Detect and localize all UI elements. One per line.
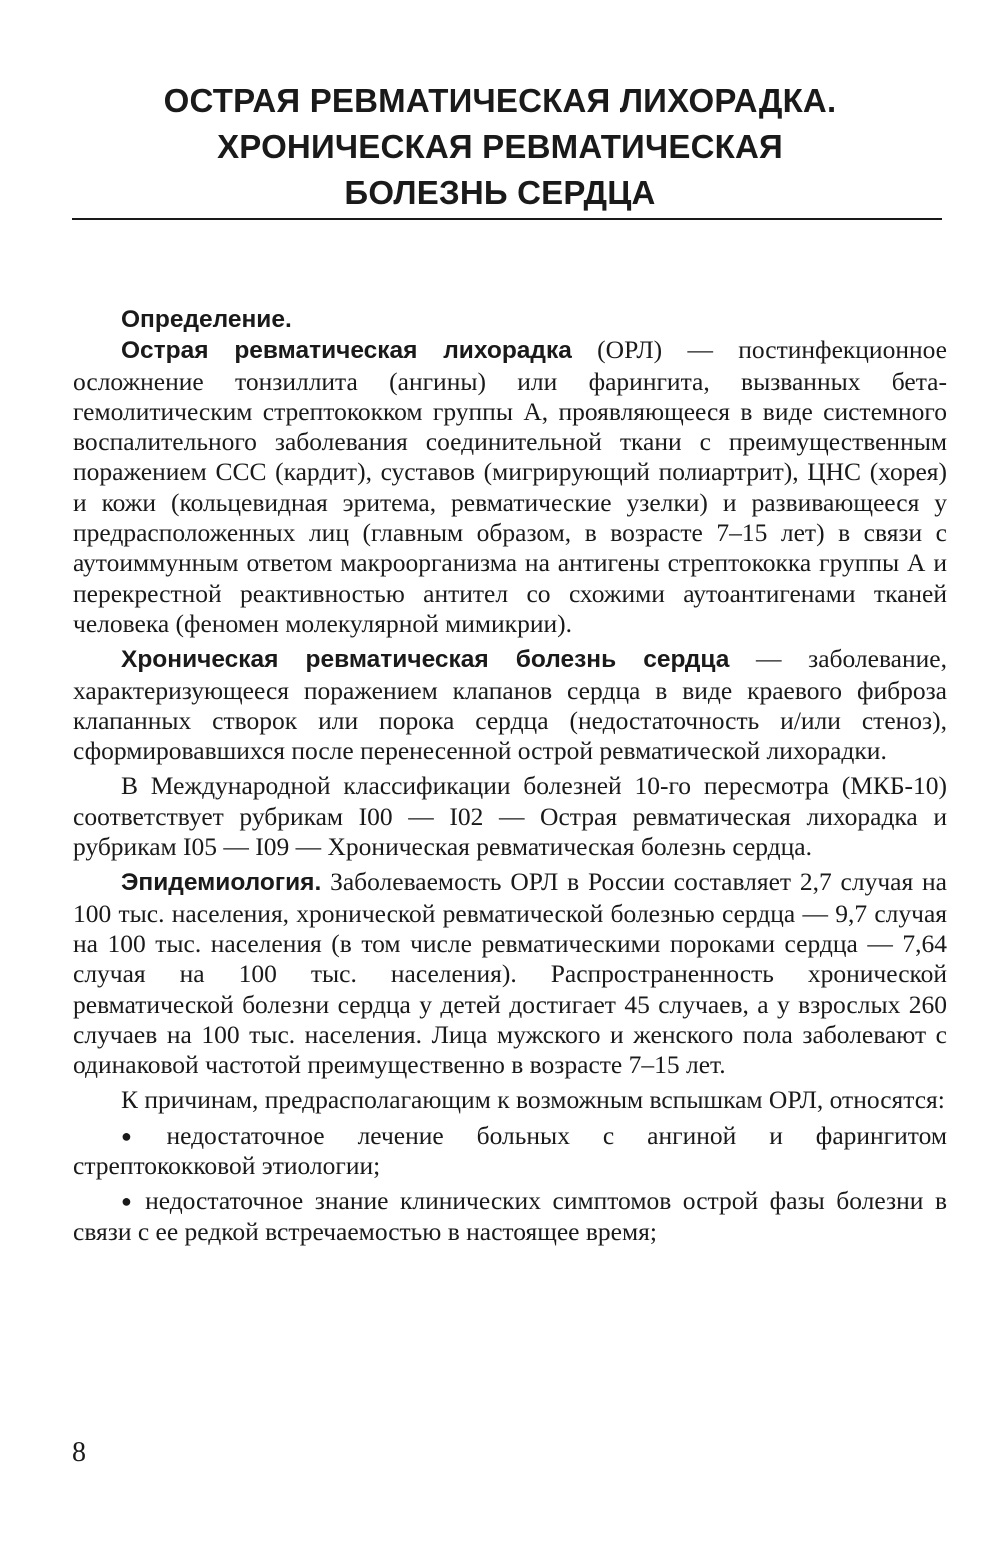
paragraph-orl	[73, 335, 947, 639]
paragraph-icd-text: В Международной классификации болезней 10-го пересмотра (МКБ-10) соответствует рубрикам I00 — I02 — Острая ревматическая лихорадка и рубрикам I05 — I09 — Хроническая ревматическая болезнь сердца.	[73, 771, 947, 862]
list-item-text: недостаточное лечение больных с ангиной и фарингитом стрептококковой этиологии;	[73, 1120, 947, 1181]
paragraph-epidemiology-text: Заболеваемость ОРЛ в России составляет 2,7 случая на 100 тыс. населения, хронической ревматической болезнью сердца — 9,7 случая на 100 тыс. населения (в том числе ревматическими пороками сердца — 7,64 случая на 100 тыс. населения). Распространенность хронической ревматической болезни сердца у детей достигает 45 случаев, а у взрослых 260 случаев на 100 тыс. населения. Лица мужского и женского пола заболевают с одинаковой частотой преимущественно в возрасте 7–15 лет.	[73, 867, 947, 1080]
term-orl: Острая ревматическая лихорадка	[121, 337, 572, 365]
title-divider	[72, 218, 942, 220]
body-text	[73, 304, 947, 1252]
term-hrbs: Хроническая ревматическая болезнь сердца	[121, 646, 730, 674]
paragraph-icd	[73, 771, 947, 862]
definition-heading	[73, 304, 947, 335]
paragraph-epidemiology	[73, 867, 947, 1080]
list-item	[73, 1121, 947, 1182]
page-number: 8	[72, 1437, 86, 1468]
paragraph-causes-intro-text: К причинам, предрасполагающим к возможным вспышкам ОРЛ, относятся:	[121, 1085, 945, 1115]
chapter-title-line-3: БОЛЕЗНЬ СЕРДЦА	[344, 174, 656, 211]
paragraph-hrbs	[73, 644, 947, 766]
list-item	[73, 1186, 947, 1247]
causes-list	[73, 1121, 947, 1247]
paragraph-causes-intro	[73, 1085, 947, 1115]
term-epidemiology: Эпидемиология.	[121, 869, 322, 897]
bullet-icon: ●	[121, 1191, 138, 1212]
list-item-text: недостаточное знание клинических симптомов острой фазы болезни в связи с ее редкой встречаемостью в настоящее время;	[73, 1186, 947, 1246]
chapter-title-line-1: ОСТРАЯ РЕВМАТИЧЕСКАЯ ЛИХОРАДКА.	[163, 82, 837, 119]
chapter-title-line-2: ХРОНИЧЕСКАЯ РЕВМАТИЧЕСКАЯ	[217, 128, 783, 165]
paragraph-hrbs-text: — заболевание, характеризующееся поражением клапанов сердца в виде краевого фиброза клапанных створок или порока сердца (недостаточность и/или стеноз), сформировавшихся после перенесенной острой ревматической лихорадки.	[73, 644, 947, 766]
definition-heading-text: Определение.	[121, 306, 292, 333]
paragraph-orl-text: (ОРЛ) — постинфекционное осложнение тонзиллита (ангины) или фарингита, вызванных бета-гемолитическим стрептококком группы А, проявляющееся в виде системного воспалительного заболевания соединительной ткани с преимущественным поражением ССС (кардит), суставов (мигрирующий полиартрит), ЦНС (хорея) и кожи (кольцевидная эритема, ревматические узелки) и развивающееся у предрасположенных лиц (главным образом, в возрасте 7–15 лет) в связи с аутоиммунным ответом макроорганизма на антигены стрептококка группы А и перекрестной реактивностью антител со схожими аутоантигенами тканей человека (феномен молекулярной мимикрии).	[73, 335, 947, 638]
chapter-title	[60, 78, 940, 216]
bullet-icon: ●	[121, 1125, 159, 1146]
